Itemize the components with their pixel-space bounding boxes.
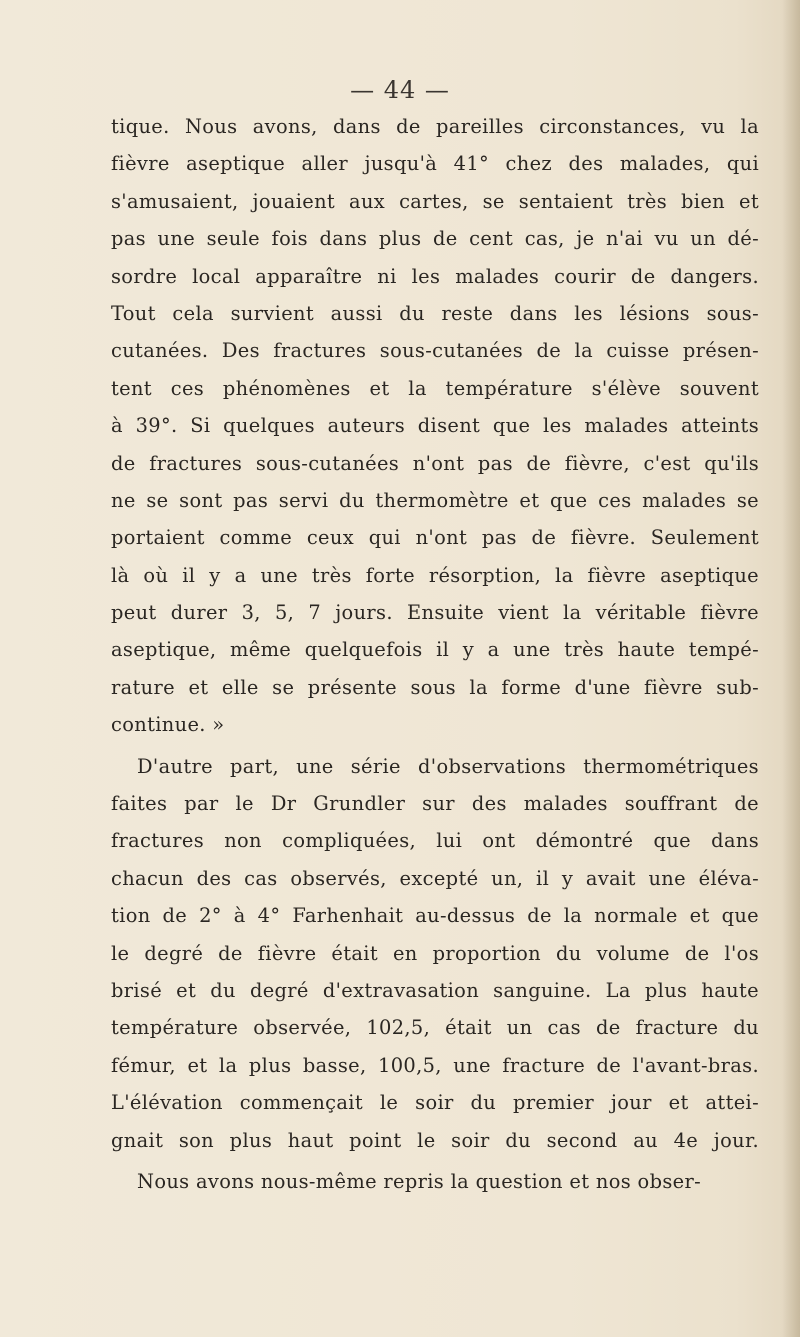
text-line: peut durer 3, 5, 7 jours. Ensuite vient la véritable fièvre bbox=[111, 601, 759, 625]
text-line: là où il y a une très forte résorption, la fièvre aseptique bbox=[111, 563, 759, 587]
paragraph-2 bbox=[111, 748, 759, 1159]
text-line: D'autre part, une série d'observations thermométriques bbox=[137, 754, 759, 778]
page-edge-shadow bbox=[782, 0, 800, 1337]
text-line: portaient comme ceux qui n'ont pas de fièvre. Seulement bbox=[111, 526, 759, 550]
text-line: brisé et du degré d'extravasation sanguine. La plus haute bbox=[111, 978, 759, 1002]
text-line: ne se sont pas servi du thermomètre et que ces malades se bbox=[111, 488, 759, 512]
text-line: Nous avons nous-même repris la question et nos obser- bbox=[137, 1169, 701, 1193]
text-line: cutanées. Des fractures sous-cutanées de la cuisse présen- bbox=[111, 339, 759, 363]
text-line: tion de 2° à 4° Farhenhait au-dessus de la normale et que bbox=[111, 904, 759, 928]
text-line: s'amusaient, jouaient aux cartes, se sentaient très bien et bbox=[111, 189, 759, 213]
text-line: faites par le Dr Grundler sur des malades souffrant de bbox=[111, 792, 759, 816]
paragraph-1 bbox=[111, 108, 759, 744]
text-line: L'élévation commençait le soir du premier jour et attei- bbox=[111, 1091, 759, 1115]
text-line: Tout cela survient aussi du reste dans les lésions sous- bbox=[111, 301, 759, 325]
text-line: température observée, 102,5, était un cas de fracture du bbox=[111, 1016, 759, 1040]
text-line: tent ces phénomènes et la température s'élève souvent bbox=[111, 376, 759, 400]
text-line: rature et elle se présente sous la forme d'une fièvre sub- bbox=[111, 675, 759, 699]
body-text bbox=[111, 108, 759, 1200]
text-line: gnait son plus haut point le soir du second au 4e jour. bbox=[111, 1128, 759, 1152]
text-line: de fractures sous-cutanées n'ont pas de fièvre, c'est qu'ils bbox=[111, 451, 759, 475]
text-line: le degré de fièvre était en proportion du volume de l'os bbox=[111, 941, 759, 965]
text-line: sordre local apparaître ni les malades courir de dangers. bbox=[111, 264, 759, 288]
text-line: fièvre aseptique aller jusqu'à 41° chez des malades, qui bbox=[111, 152, 759, 176]
text-line: continue. » bbox=[111, 713, 225, 737]
text-line: aseptique, même quelquefois il y a une très haute tempé- bbox=[111, 638, 759, 662]
text-line: à 39°. Si quelques auteurs disent que les malades atteints bbox=[111, 414, 759, 438]
page-number: — 44 — bbox=[350, 76, 450, 104]
paragraph-3 bbox=[111, 1163, 759, 1200]
text-line: tique. Nous avons, dans de pareilles circonstances, vu la bbox=[111, 115, 759, 138]
text-line: fractures non compliquées, lui ont démontré que dans bbox=[111, 829, 759, 853]
text-line: pas une seule fois dans plus de cent cas, je n'ai vu un dé- bbox=[111, 227, 759, 251]
text-line: chacun des cas observés, excepté un, il y avait une éléva- bbox=[111, 866, 759, 890]
text-line: fémur, et la plus basse, 100,5, une fracture de l'avant-bras. bbox=[111, 1053, 759, 1077]
